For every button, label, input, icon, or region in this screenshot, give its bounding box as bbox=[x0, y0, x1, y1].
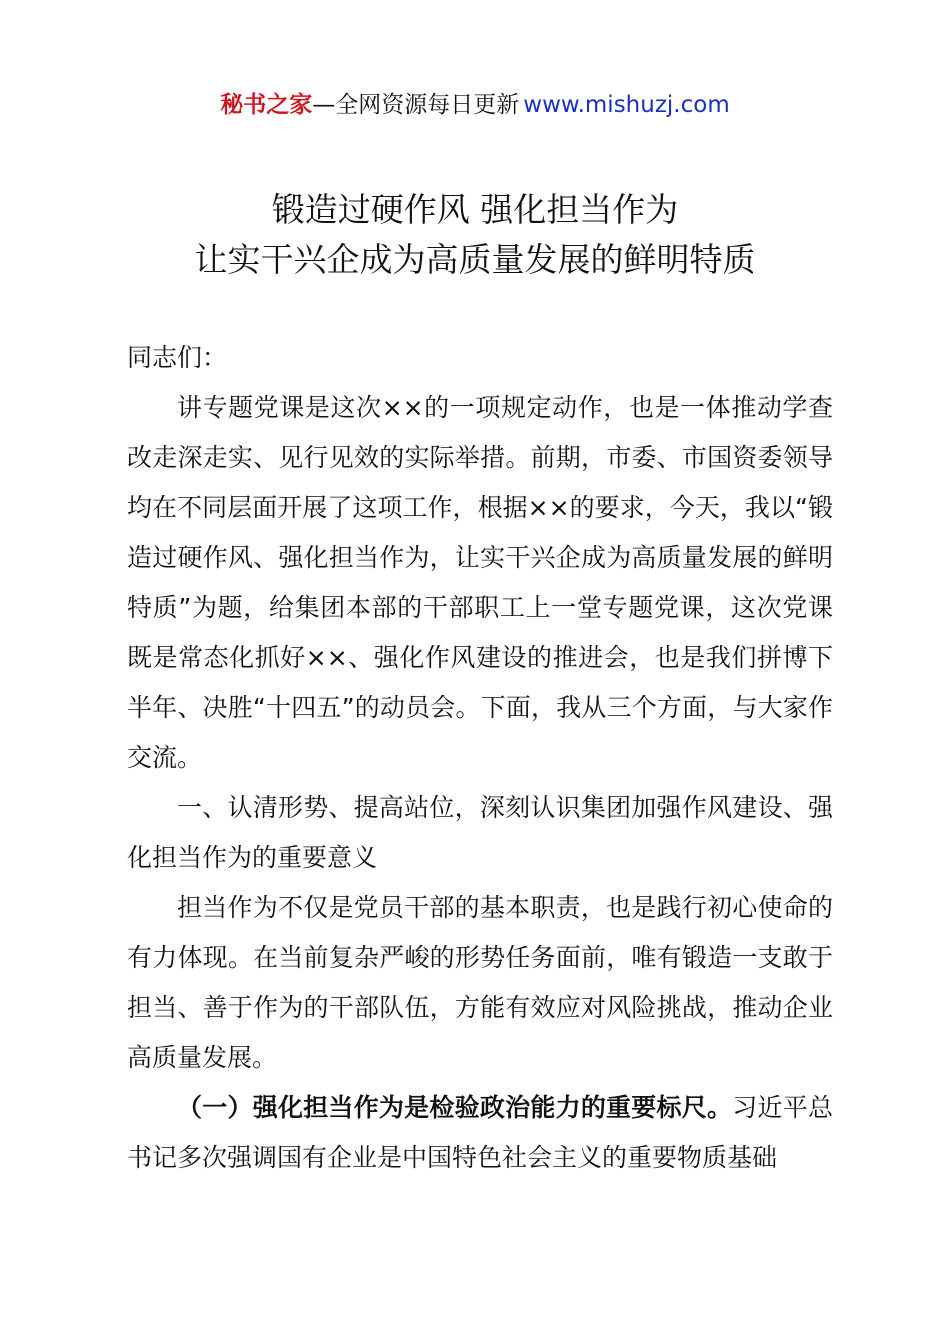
paragraph-intro: 讲专题党课是这次××的一项规定动作，也是一体推动学查改走深走实、见行见效的实际举措。前期，市委、市国资委领导均在不同层面开展了这项工作，根据××的要求，今天，我以“锻造过硬作风、强化担当作为，让实干兴企成为高质量发展的鲜明特质”为题，给集团本部的干部职工上一堂专题党课，这次党课既是常态化抓好××、强化作风建设的推进会，也是我们拼博下半年、决胜“十四五”的动员会。下面，我从三个方面，与大家作交流。 bbox=[127, 393, 833, 772]
section-heading-1: 一、认清形势、提高站位，深刻认识集团加强作风建设、强化担当作为的重要意义 bbox=[127, 793, 833, 872]
subsection-paragraph-1 bbox=[127, 1083, 833, 1183]
subsection-text-1: 习近平总书记多次强调国有企业是中国特色社会主义的重要物质基础 bbox=[127, 1093, 833, 1172]
site-url-link[interactable]: www.mishuzj.com bbox=[523, 92, 730, 118]
site-header bbox=[0, 88, 950, 122]
brand-name: 秘书之家 bbox=[220, 92, 313, 118]
header-tagline: —全网资源每日更新 bbox=[312, 92, 520, 118]
paragraph-section-1: 担当作为不仅是党员干部的基本职责，也是践行初心使命的有力体现。在当前复杂严峻的形势任务面前，唯有锻造一支敢于担当、善于作为的干部队伍，方能有效应对风险挑战，推动企业高质量发展。 bbox=[127, 893, 833, 1072]
salutation: 同志们： bbox=[127, 343, 228, 372]
title-line-2: 让实干兴企成为高质量发展的鲜明特质 bbox=[194, 240, 756, 279]
document-body bbox=[127, 333, 833, 1183]
subsection-heading-1: （一）强化担当作为是检验政治能力的重要标尺。 bbox=[177, 1093, 733, 1122]
document-title bbox=[0, 185, 950, 285]
title-line-1: 锻造过硬作风 强化担当作为 bbox=[271, 190, 679, 229]
